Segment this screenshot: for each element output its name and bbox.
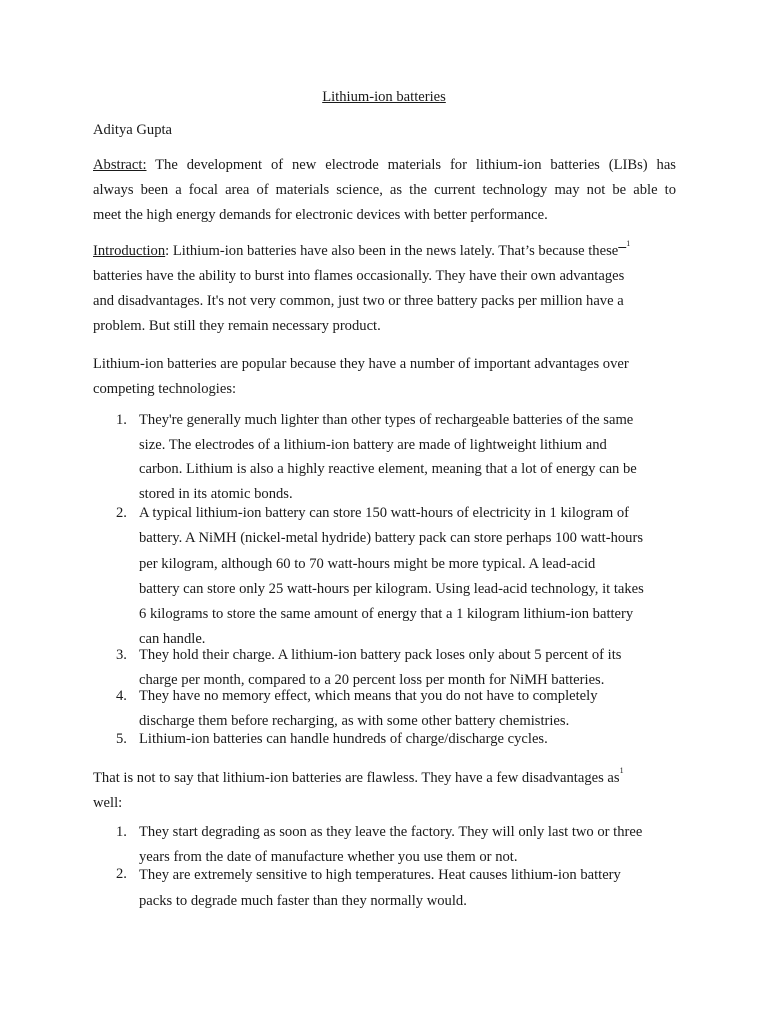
intro-line: batteries have the ability to burst into flames occasionally. They have their own advantages [93,268,625,284]
advantages-intro-paragraph [93,352,676,402]
document-title: Lithium-ion batteries [322,89,446,105]
list-item: They start degrading as soon as they leave the factory. They will only last two or three years from the date of manufacture whether you use them or not. [139,824,643,865]
list-number: 5. [116,731,127,747]
list-number: 4. [116,688,127,704]
introduction-paragraph [93,239,676,339]
abstract-line: Abstract: The development of new electrode materials for lithium-ion batteries (LIBs) has [93,157,676,173]
list-number: 2. [116,866,127,882]
footnote-marker: 1 [619,766,624,775]
list-number: 2. [116,505,127,521]
list-number: 1. [116,412,127,428]
advantages-intro-line: competing technologies: [93,381,237,397]
intro-label: Introduction [93,243,166,259]
footnote-marker: 1 [626,239,631,248]
list-item: They hold their charge. A lithium-ion battery pack loses only about 5 percent of its charge per month, compared to a 20 percent loss per month for NiMH batteries. [139,647,622,688]
intro-line: Introduction: Lithium-ion batteries have also been in the news lately. That’s because these $^1$ [93,239,631,259]
disadvantages-intro-line: well: [93,795,123,811]
list-item: They have no memory effect, which means that you do not have to completely discharge them before recharging, as with some other battery chemistries. [139,688,598,729]
list-number: 1. [116,824,127,840]
document-author: Aditya Gupta [93,122,173,138]
abstract-line: meet the high energy demands for electronic devices with better performance. [93,207,548,223]
advantages-intro-line: Lithium-ion batteries are popular because they have a number of important advantages over [93,356,629,372]
abstract-label: Abstract: [93,157,147,173]
list-item: A typical lithium-ion battery can store 150 watt-hours of electricity in 1 kilogram of battery. A NiMH (nickel-metal hydride) battery pack can store perhaps 100 watt-hours per kilogram, although 60 to 70 watt-hours might be more typical. A lead-acid battery can store only 25 watt-hours per kilogram. Using lead-acid technology, it takes 6 kilograms to store the same amount of energy that a 1 kilogram lithium-ion battery can handle. [139,505,644,648]
list-number: 3. [116,647,127,663]
abstract-line: always been a focal area of materials science, as the current technology may not be able to [93,182,676,198]
disadvantages-intro-paragraph [93,766,676,816]
list-item: They are extremely sensitive to high temperatures. Heat causes lithium-ion battery packs to degrade much faster than they normally would. [139,867,621,909]
disadvantages-intro-line: That is not to say that lithium-ion batteries are flawless. They have a few disadvantages $as^1$ [93,766,624,786]
intro-line: and disadvantages. It's not very common, just two or three battery packs per million have a [93,293,624,309]
list-item: They're generally much lighter than other types of rechargeable batteries of the same size. The electrodes of a lithium-ion battery are made of lightweight lithium and carbon. Lithium is also a highly reactive element, meaning that a lot of energy can be stored in its atomic bonds. [139,412,637,502]
list-item: Lithium-ion batteries can handle hundreds of charge/discharge cycles. [139,731,548,747]
intro-line: problem. But still they remain necessary product. [93,318,381,334]
abstract-paragraph [93,153,676,228]
